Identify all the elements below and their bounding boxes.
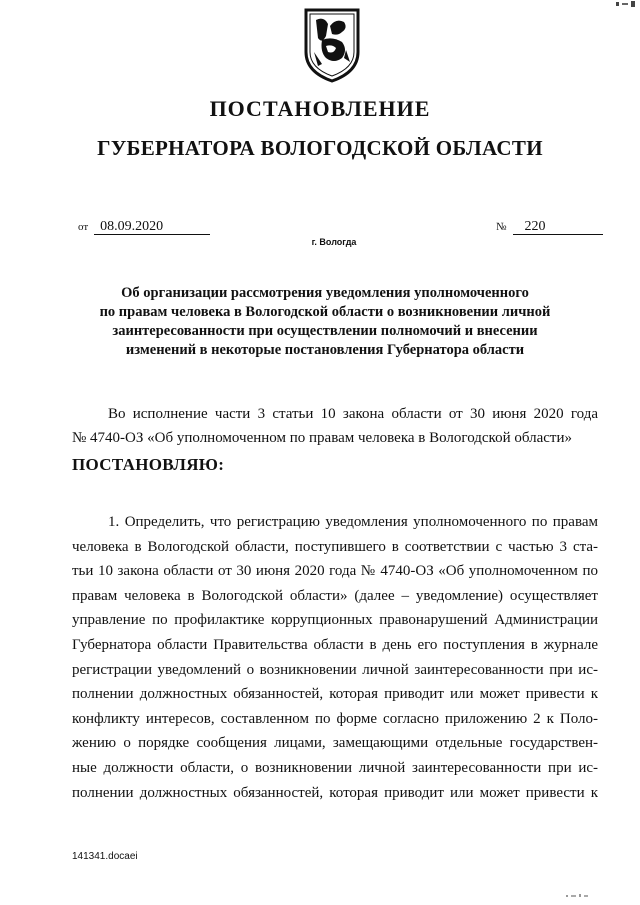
- document-code: 141341.docaei: [72, 851, 138, 862]
- paragraph-line: управление по профилактике коррупционных правонарушений Администрации: [72, 612, 598, 629]
- paragraph-line: правам человека в Вологодской области» (далее – уведомление) осуществляет: [72, 587, 598, 604]
- paragraph-line: человека в Вологодской области, поступившего в соответствии с частью 3 ста-: [72, 538, 598, 555]
- subject-line: Об организации рассмотрения уведомления уполномоченного: [121, 285, 529, 301]
- number-prefix: №: [496, 221, 507, 233]
- paragraph-line: 1. Определить, что регистрацию уведомления уполномоченного по правам: [108, 514, 598, 530]
- paragraph-line: полнении должностных обязанностей, которая приводит или может привести к: [72, 686, 598, 703]
- document-subject: [60, 284, 590, 360]
- paragraph-line: ные должности области, о возникновении личной заинтересованности при ис-: [72, 759, 598, 776]
- scan-artifact-mark: [566, 893, 590, 899]
- coat-of-arms-emblem: [302, 6, 362, 84]
- paragraph-1: [72, 510, 598, 805]
- paragraph-line: тьи 10 закона области от 30 июня 2020 года № 4740-ОЗ «Об уполномоченном по: [72, 563, 598, 580]
- paragraph-line: конфликту интересов, составленном по форме согласно приложению 2 к Поло-: [72, 710, 598, 727]
- paragraph-line: регистрации уведомлений о возникновении личной заинтересованности при ис-: [72, 661, 598, 678]
- paragraph-line: жению о порядке сообщения лицами, замещающими отдельные государствен-: [72, 735, 598, 752]
- number-field: [496, 218, 603, 235]
- scan-corner-mark: [614, 0, 640, 10]
- issuer-title: ГУБЕРНАТОРА ВОЛОГОДСКОЙ ОБЛАСТИ: [97, 136, 543, 160]
- subject-line: по правам человека в Вологодской области о возникновении личной: [99, 304, 551, 320]
- date-prefix: от: [78, 221, 89, 233]
- date-value: 08.09.2020: [94, 219, 210, 235]
- date-field: [78, 218, 210, 235]
- number-value: 220: [513, 219, 603, 235]
- paragraph-line: полнении должностных обязанностей, которая приводит или может привести к: [72, 784, 598, 801]
- preamble-line: Во исполнение части 3 статьи 10 закона области от 30 июня 2020 года: [108, 406, 598, 422]
- preamble: [72, 402, 598, 450]
- resolve-heading: ПОСТАНОВЛЯЮ:: [72, 455, 225, 474]
- document-type-title: ПОСТАНОВЛЕНИЕ: [209, 96, 431, 121]
- city-label: г. Вологда: [311, 237, 357, 247]
- paragraph-line: Губернатора области Правительства области в день его поступления в журнале: [72, 636, 598, 653]
- subject-line: заинтересованности при осуществлении полномочий и внесении: [112, 323, 538, 339]
- preamble-line: № 4740-ОЗ «Об уполномоченном по правам человека в Вологодской области»: [72, 430, 573, 446]
- subject-line: изменений в некоторые постановления Губернатора области: [125, 342, 525, 358]
